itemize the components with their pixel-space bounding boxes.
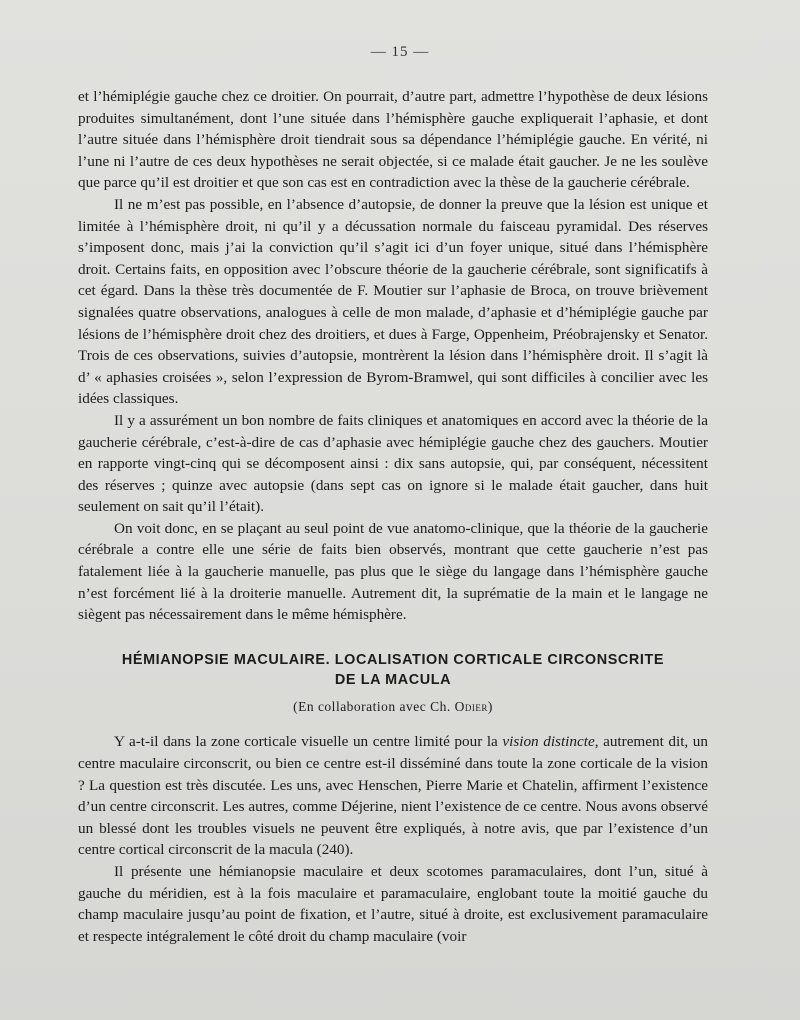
paragraph-6: Il présente une hémianopsie maculaire et deux scotomes paramaculaires, dont l’un, situé à gauche du méridien, est à la fois maculaire et paramaculaire, englobant toute la moitié gauche du champ maculaire jusqu’au point de fixation, et l’autre, situé à droite, est exclusivement paramaculaire et respecte intégralement le côté droit du champ maculaire (voir <box>78 863 708 945</box>
byline-suffix: ) <box>487 698 493 714</box>
paragraph-5-italic: vision distincte <box>502 733 595 751</box>
paragraph-2: Il ne m’est pas possible, en l’absence d’autopsie, de donner la preuve que la lésion est unique et limitée à l’hémisphère droit, ni qu’il y a décussation normale du faisceau pyramidal. Des réserves s’imposent donc, mais j’ai la conviction qu’il s’agit ici d’un foyer unique, situé dans l’hémisphère droit. Certains faits, en opposition avec l’obscure théorie de la gaucherie cérébrale, sont significatifs à cet égard. Dans la thèse très documentée de F. Moutier sur l’aphasie de Broca, on trouve brièvement signalées quatre observations, analogues à celle de mon malade, d’aphasie et d’hémiplégie gauche par lésions de l’hémisphère droit chez des droitiers, et dues à Farge, Oppenheim, Préobrajensky et Senator. Trois de ces observations, suivies d’autopsie, montrèrent la lésion dans l’hémisphère droit. Il s’agit là d’ « aphasies croisées », selon l’expression de Byrom-Bramwel, qui sont difficiles à concilier avec les idées classiques. <box>78 195 708 408</box>
paragraph-5-start: Y a-t-il dans la zone corticale visuelle un centre limité pour la <box>114 733 503 751</box>
paragraph-5-rest: , autrement dit, un centre maculaire circonscrit, ou bien ce centre est-il disséminé dans toute la zone corticale de la vision ? La question est très discutée. Les uns, avec Henschen, Pierre Marie et Chatelin, affirment l’existence d’un centre circonscrit. Les autres, comme Déjerine, nient l’existence de ce centre. Nous avons observé un blessé dont les troubles visuels ne peuvent être expliqués, à notre avis, que par l’existence d’un centre cortical circonscrit de la macula (240). <box>78 733 708 859</box>
paragraph-4: On voit donc, en se plaçant au seul point de vue anatomo-clinique, que la théorie de la gaucherie cérébrale a contre elle une série de faits bien observés, montrant que cette gaucherie n’est pas fatalement liée à la gaucherie manuelle, pas plus que le siège du langage dans l’hémisphère gauche n’est forcément lié à la droiterie manuelle. Autrement dit, la suprématie de la main et le langage ne siègent pas nécessairement dans le même hémisphère. <box>78 519 708 624</box>
section-heading-line-2: DE LA MACULA <box>334 671 452 688</box>
paragraph-1: et l’hémiplégie gauche chez ce droitier. On pourrait, d’autre part, admettre l’hypothèse de deux lésions produites simultanément, dont l’une située dans l’hémisphère gauche expliquerait l’aphasie, et dont l’autre située dans l’hémisphère droit tiendrait sous sa dépendance l’hémiplégie gauche. En vérité, ni l’une ni l’autre de ces deux hypothèses ne serait objectée, si ce malade était gaucher. Je ne les soulève que parce qu’il est droitier et que son cas est en contradiction avec la thèse de la gaucherie cérébrale. <box>78 88 708 192</box>
section-heading <box>78 650 708 690</box>
byline-author: Odier <box>454 698 488 714</box>
byline <box>78 696 708 718</box>
section-heading-line-1: HÉMIANOPSIE MACULAIRE. LOCALISATION CORTICALE CIRCONSCRITE <box>121 651 665 668</box>
byline-prefix: (En collaboration avec Ch. <box>293 698 451 714</box>
page-body <box>78 86 708 947</box>
paragraph-5 <box>78 731 708 861</box>
page-number: — 15 — <box>370 44 430 60</box>
paragraph-3: Il y a assurément un bon nombre de faits cliniques et anatomiques en accord avec la théorie de la gaucherie cérébrale, c’est-à-dire de cas d’aphasie avec hémiplégie gauche chez des gauchers. Moutier en rapporte vingt-cinq qui se décomposent ainsi : dix sans autopsie, qui, par conséquent, nécessitent des réserves ; quinze avec autopsie (dans sept cas on ignore si le malade était gaucher, dans huit seulement on sait qu’il l’était). <box>78 411 708 516</box>
